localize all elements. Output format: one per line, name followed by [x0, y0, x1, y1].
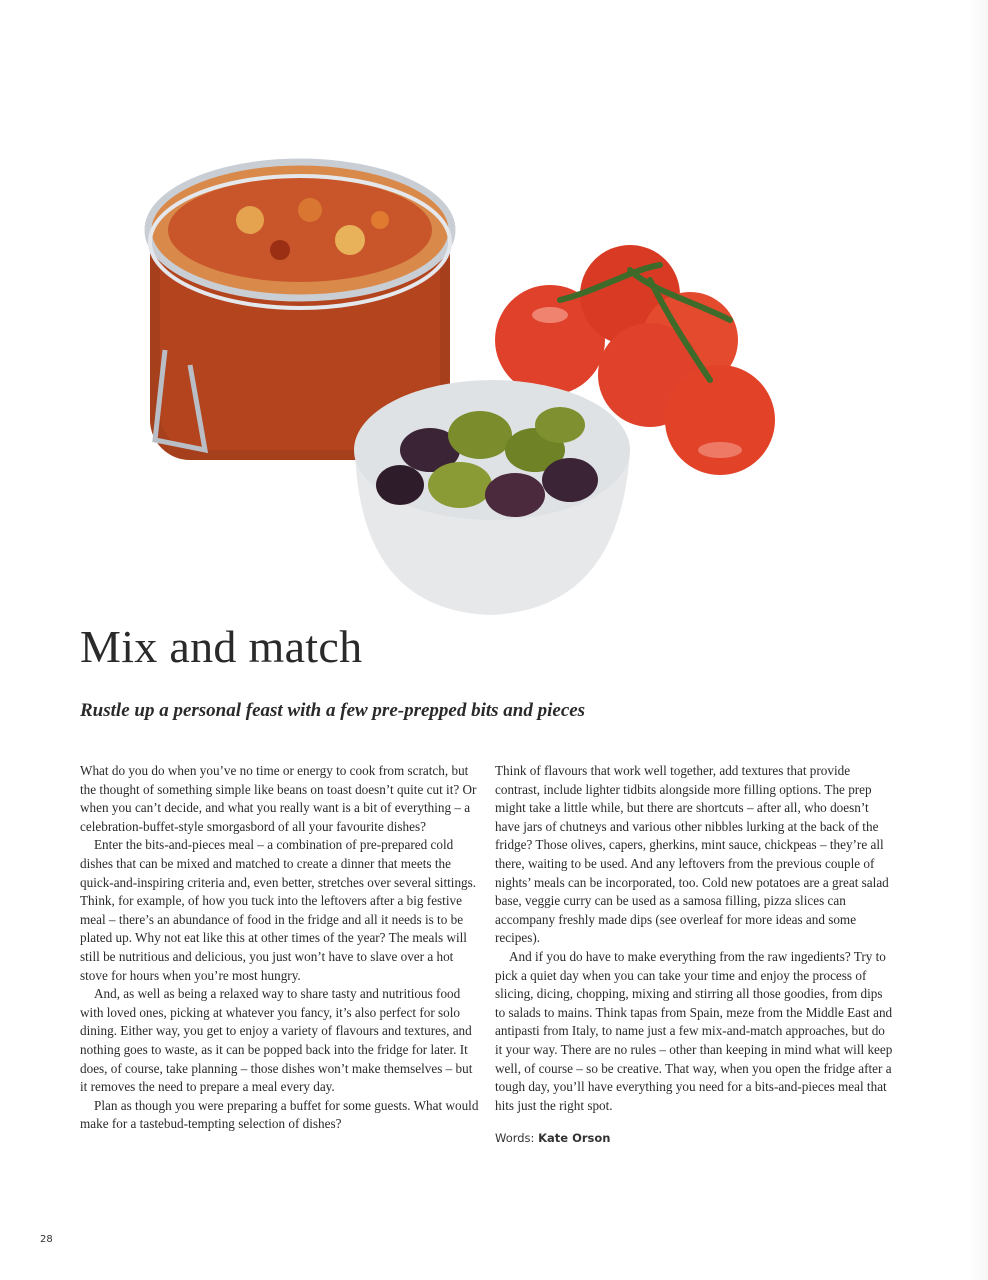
article-subtitle: Rustle up a personal feast with a few pre-prepped bits and pieces [80, 700, 586, 721]
body-paragraph: Enter the bits-and-pieces meal – a combination of pre-prepared cold dishes that can be mixed and matched to create a dinner that meets the quick-and-inspiring criteria and, even better, stretches over several sittings. Think, for example, of how you tuck into the leftovers after a big festive meal – there’s an abundance of food in the fridge and all it needs is to be plated up. Why not eat like this at other times of the year? The meals will still be nutritious and delicious, you just won’t have to slave over a hot stove for hours when you’re most hungry. [80, 837, 477, 983]
body-paragraph: And, as well as being a relaxed way to share tasty and nutritious food with loved ones, picking at whatever you fancy, it’s also perfect for solo dining. Either way, you get to enjoy a variety of flavours and textures, and nothing goes to waste, as it can be popped back into the fridge for later. It does, of course, take planning – those dishes won’t make themselves – but it removes the need to prepare a meal every day. [80, 986, 473, 1095]
credit-author: Kate Orson [538, 1131, 611, 1146]
right-column [495, 762, 895, 1148]
credit-label: Words: [495, 1131, 535, 1146]
left-column [80, 762, 480, 1134]
body-paragraph: Plan as though you were preparing a buffet for some guests. What would make for a tastebud-tempting selection of dishes? [80, 1097, 479, 1132]
page-edge [968, 0, 988, 1280]
olive-bowl-illustration [354, 380, 630, 615]
body-paragraph: And if you do have to make everything from the raw ingedients? Try to pick a quiet day when you can take your time and enjoy the process of slicing, dicing, chopping, mixing and stirring all those goodies, from dips to salads to mains. Think tapas from Spain, meze from the Middle East and antipasti from Italy, to name just a few mix-and-match approaches, but do it your way. There are no rules – other than keeping in mind what will keep well, of course – so be creative. That way, when you open the fridge after a tough day, you’ll have everything you need for a bits-and-pieces meal that hits just the right spot. [495, 948, 893, 1113]
food-illustration [130, 150, 830, 620]
body-paragraph: What do you do when you’ve no time or energy to cook from scratch, but the thought of something simple like beans on toast doesn’t quite cut it? Or when you can’t decide, and what you really want is a bit of everything – a celebration-buffet-style smorgasbord of all your favourite dishes? [80, 763, 477, 834]
article-title: Mix and match [80, 621, 363, 672]
author-credit [495, 1129, 895, 1148]
page-number: 28 [40, 1234, 53, 1245]
body-paragraph: Think of flavours that work well together, add textures that provide contrast, include lighter tidbits alongside more filling options. The prep might take a little while, but there are shortcuts – after all, who doesn’t have jars of chutneys and various other nibbles lurking at the back of the fridge? Those olives, capers, gherkins, mint sauce, chickpeas – they’re all there, waiting to be used. And any leftovers from the previous couple of nights’ meals can be incorporated, too. Cold new potatoes are a great salad base, veggie curry can be used as a samosa filling, pizza slices can accompany freshly made dips (see overleaf for more ideas and some recipes). [495, 763, 889, 946]
